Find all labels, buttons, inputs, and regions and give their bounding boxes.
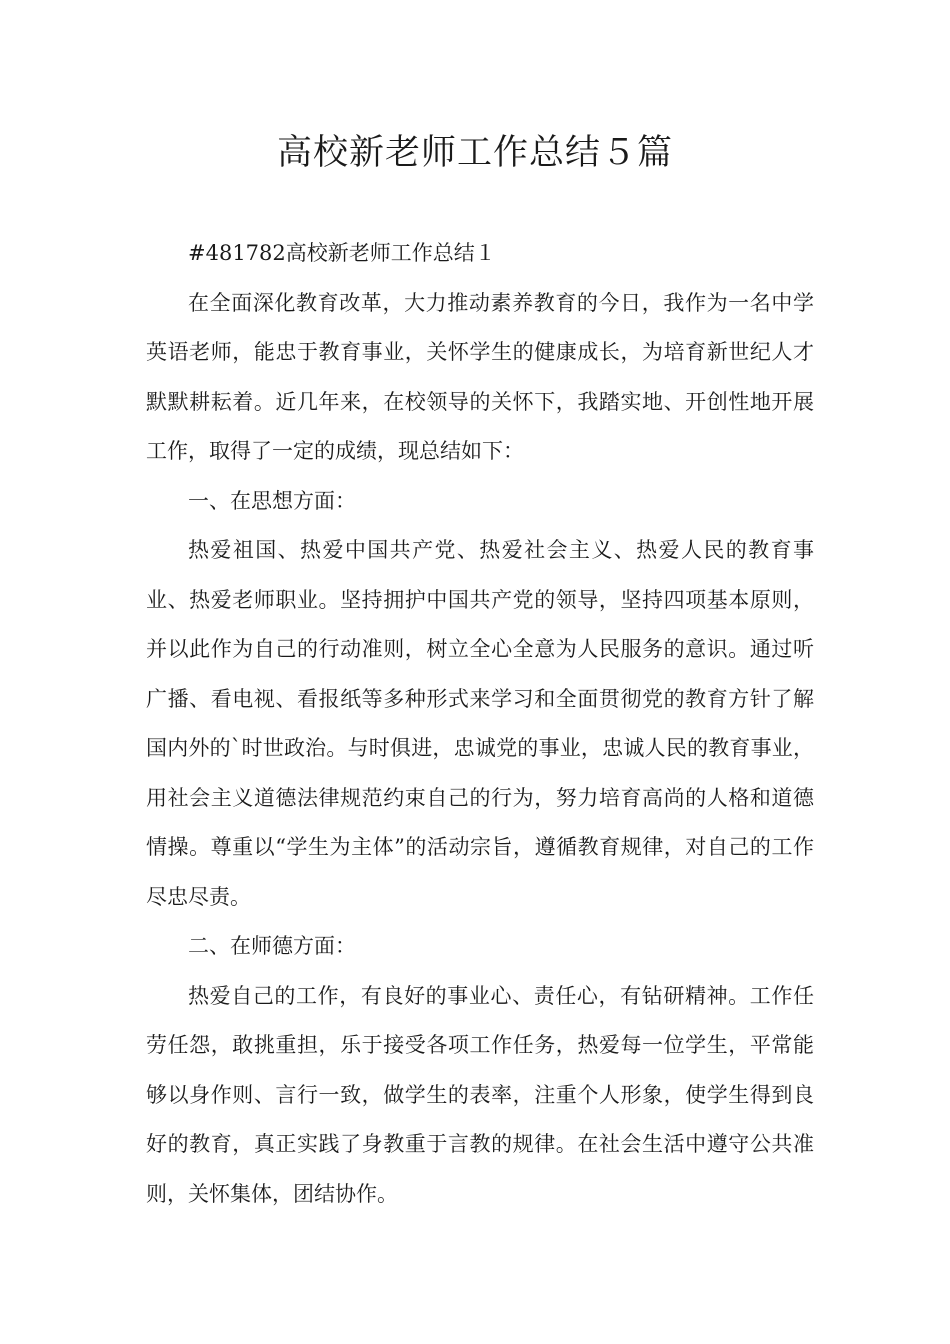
document-body [146,229,814,1219]
section-heading-ideology: 一、在思想方面： [188,488,356,513]
section-heading-ethics: 二、在师德方面： [188,934,356,958]
ideology-paragraph: 热爱祖国、热爱中国共产党、热爱社会主义、热爱人民的教育事业、热爱老师职业。坚持拥护中国共产党的领导，坚持四项基本原则，并以此作为自己的行动准则，树立全心全意为人民服务的意识。通过听广播、看电视、看报纸等多种形式来学习和全面贯彻党的教育方针了解国内外的`时世政治。与时俱进，忠诚党的事业，忠诚人民的教育事业，用社会主义道德法律规范约束自己的行为，努力培育高尚的人格和道德情操。尊重以“学生为主体”的活动宗旨，遵循教育规律，对自己的工作尽忠尽责。 [146,538,814,909]
section-heading-summary-1: #481782高校新老师工作总结１ [188,241,496,265]
document-title: 高校新老师工作总结５篇 [276,133,673,173]
ethics-paragraph: 热爱自己的工作，有良好的事业心、责任心，有钻研精神。工作任劳任怨，敢挑重担，乐于接受各项工作任务，热爱每一位学生，平常能够以身作则、言行一致，做学生的表率，注重个人形象，使学生得到良好的教育，真正实践了身教重于言教的规律。在社会生活中遵守公共准则，关怀集体，团结协作。 [146,983,814,1206]
intro-paragraph: 在全面深化教育改革，大力推动素养教育的今日，我作为一名中学英语老师，能忠于教育事业，关怀学生的健康成长，为培育新世纪人才默默耕耘着。近几年来，在校领导的关怀下，我踏实地、开创性地开展工作，取得了一定的成绩，现总结如下： [146,290,814,463]
